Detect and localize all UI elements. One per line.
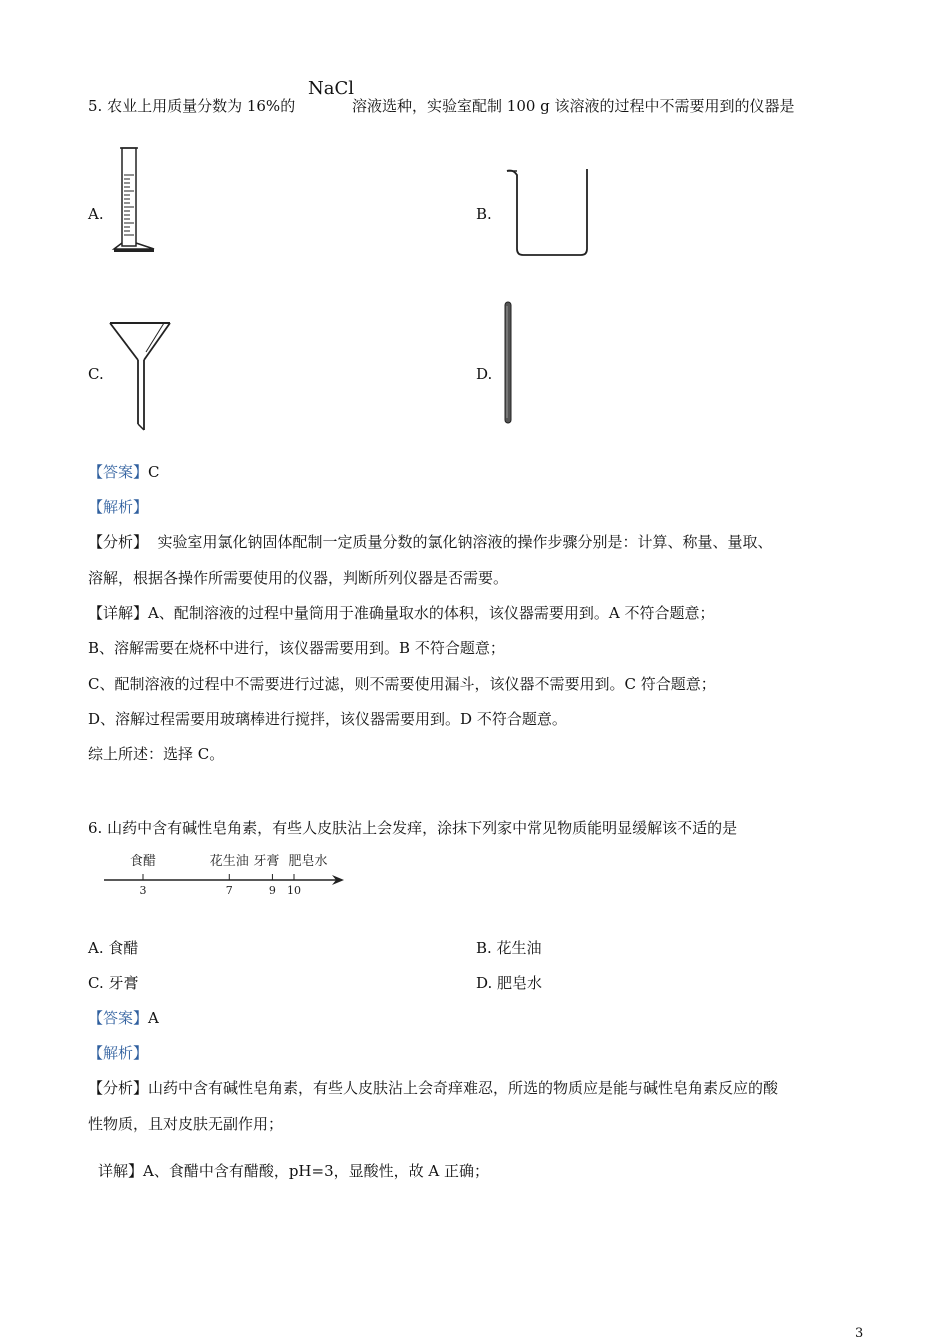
ph-tick-label-toothpaste: 9 xyxy=(268,884,276,897)
graduated-cylinder-icon xyxy=(112,145,162,255)
q5-stem-after: 溶液选种，实验室配制 100 g 该溶液的过程中不需要用到的仪器是 xyxy=(352,97,795,115)
ph-substance-label-vinegar: 食醋 xyxy=(129,854,157,869)
q5-option-d: D. xyxy=(476,365,493,383)
fenxi-tag: 【分析】 xyxy=(88,533,149,551)
ph-substance-label-peanut-oil: 花生油 xyxy=(209,854,249,869)
fenxi-text: 山药中含有碱性皂角素，有些人皮肤沾上会奇痒难忍，所选的物质应是能与碱性皂角素反应的酸 xyxy=(148,1079,779,1097)
answer-value: A xyxy=(148,1009,159,1027)
q5-detail-d: D、溶解过程需要用玻璃棒进行搅拌，该仪器需要用到。D 不符合题意。 xyxy=(88,710,567,728)
q5-detail-c: C、配制溶液的过程中不需要进行过滤，则不需要使用漏斗，该仪器不需要用到。C 符合题意； xyxy=(88,675,716,693)
q5-summary: 综上所述：选择 C。 xyxy=(88,745,225,763)
answer-tag: 【答案】 xyxy=(88,1009,149,1027)
q6-stem: 6. 山药中含有碱性皂角素，有些人皮肤沾上会发痒，涂抹下列家中常见物质能明显缓解该不适的是 xyxy=(88,819,738,837)
q5-stem-before: 5. 农业上用质量分数为 16%的 xyxy=(88,97,296,115)
detail-text: A、配制溶液的过程中量筒用于准确量取水的体积，该仪器需要用到。A 不符合题意； xyxy=(148,604,715,622)
q6-option-b: B. 花生油 xyxy=(476,939,542,957)
q6-option-a: A. 食醋 xyxy=(88,939,139,957)
q5-option-c: C. xyxy=(88,365,104,383)
q6-option-c: C. 牙膏 xyxy=(88,974,139,992)
ph-tick-label-peanut-oil: 7 xyxy=(225,884,233,897)
q5-detail-b: B、溶解需要在烧杯中进行，该仪器需要用到。B 不符合题意； xyxy=(88,639,505,657)
q5-option-a: A. xyxy=(88,205,104,223)
fenxi-tag: 【分析】 xyxy=(88,1079,149,1097)
q5-fenxi-line1 xyxy=(88,531,773,552)
ph-tick-label-soapy-water: 10 xyxy=(287,884,301,897)
q6-analysis-tag: 【解析】 xyxy=(88,1044,149,1062)
ph-number-line xyxy=(100,848,350,898)
answer-value: C xyxy=(148,463,160,481)
fenxi-text: 实验室用氯化钠固体配制一定质量分数的氯化钠溶液的操作步骤分别是：计算、称量、量取、 xyxy=(148,533,773,551)
ph-tick-label-vinegar: 3 xyxy=(139,884,147,897)
q6-detail-line: 详解】A、食醋中含有醋酸，pH=3，显酸性，故 A 正确； xyxy=(98,1162,489,1180)
q5-option-b: B. xyxy=(476,205,492,223)
q6-answer xyxy=(88,1007,159,1028)
q6-fenxi-line1 xyxy=(88,1077,778,1098)
page-number: 3 xyxy=(855,1326,864,1341)
q6-option-d: D. 肥皂水 xyxy=(476,974,543,992)
q5-analysis-tag: 【解析】 xyxy=(88,498,149,516)
q5-formula: NaCl xyxy=(308,78,355,99)
q6-fenxi-line2: 性物质，且对皮肤无副作用； xyxy=(88,1115,284,1133)
funnel-icon xyxy=(108,318,178,433)
answer-tag: 【答案】 xyxy=(88,463,149,481)
beaker-icon xyxy=(505,165,595,260)
ph-substance-label-soapy-water: 肥皂水 xyxy=(288,854,328,869)
ph-substance-label-toothpaste: 牙膏 xyxy=(253,854,280,869)
q5-fenxi-line2: 溶解，根据各操作所需要使用的仪器，判断所列仪器是否需要。 xyxy=(88,569,509,587)
glass-rod-icon xyxy=(503,300,515,426)
q5-answer xyxy=(88,461,160,482)
q5-detail-a xyxy=(88,602,714,623)
detail-tag: 【详解】 xyxy=(88,604,149,622)
